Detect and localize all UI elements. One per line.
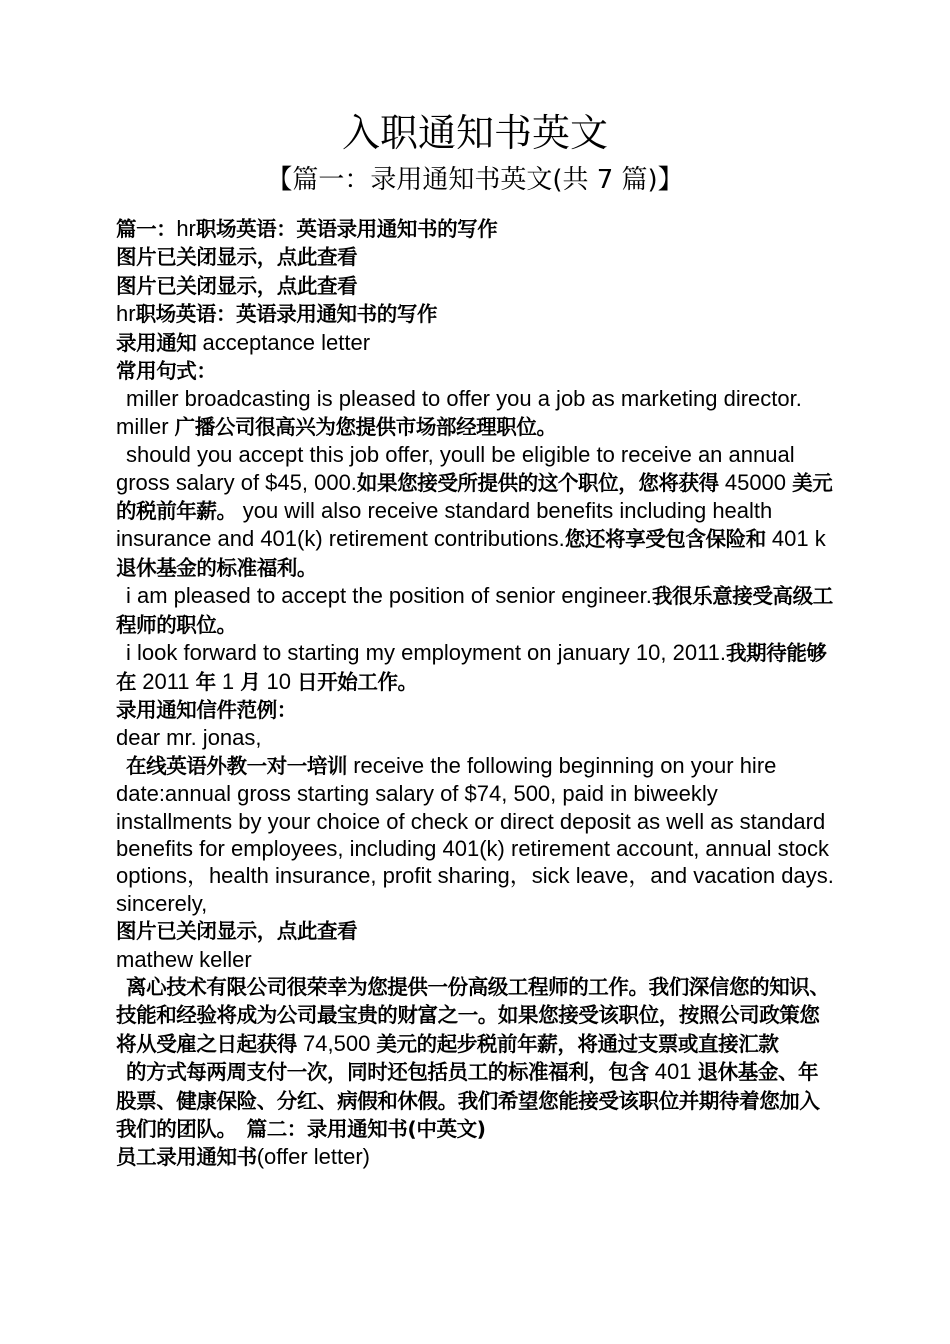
paragraph-miller: miller broadcasting is pleased to offer you a job as marketing director. miller 广播公司很高兴为您提供市场部经理职位。 <box>116 386 802 439</box>
section-heading-2: hr职场英语：英语录用通知书的写作 <box>116 301 438 327</box>
letter-closing: sincerely, <box>116 890 208 916</box>
image-placeholder-2[interactable]: 图片已关闭显示，点此查看 <box>116 273 358 298</box>
letter-signature-name: mathew keller <box>116 946 252 972</box>
document-title: 入职通知书英文 <box>341 111 608 155</box>
letter-salutation: dear mr. jonas, <box>116 725 262 751</box>
acceptance-letter-line: 录用通知 acceptance letter <box>116 329 371 355</box>
offer-letter-heading: 员工录用通知书(offer letter) <box>116 1144 371 1170</box>
paragraph-chinese-offer: 离心技术有限公司很荣幸为您提供一份高级工程师的工作。我们深信您的知识、技能和经验将成为公司最宝贵的财富之一。如果您接受该职位，按照公司政策您将从受雇之日起获得 74,500 美元的起步税前年薪，将通过支票或直接汇款 <box>116 974 830 1056</box>
paragraph-salary: should you accept this job offer, youll be eligible to receive an annual gross salary of $45, 000.如果您接受所提供的这个职位，您将获得 45000 美元的税前年薪。 you will also receive standard benefits including health insurance and 401(k) retirement contributions.您还将享受包含保险和 401 k 退休基金的标准福利。 <box>116 442 833 580</box>
document-subtitle: 【篇一：录用通知书英文(共 7 篇)】 <box>266 165 684 195</box>
paragraph-start-date: i look forward to starting my employment on january 10, 2011.我期待能够在 2011 年 1 月 10 日开始工作。 <box>116 640 827 694</box>
image-placeholder-3[interactable]: 图片已关闭显示，点此查看 <box>116 919 358 944</box>
paragraph-accept-position: i am pleased to accept the position of senior engineer.我很乐意接受高级工程师的职位。 <box>116 583 833 637</box>
paragraph-chinese-benefits: 的方式每两周支付一次，同时还包括员工的标准福利，包含 401 退休基金、年股票、健康保险、分红、病假和休假。我们希望您能接受该职位并期待着您加入我们的团队。 篇二：录用通知书(中英文) <box>116 1059 820 1141</box>
image-placeholder-1[interactable]: 图片已关闭显示，点此查看 <box>116 245 358 270</box>
section-heading-1: 篇一：hr职场英语：英语录用通知书的写作 <box>116 216 498 241</box>
paragraph-offer-details: 在线英语外教一对一培训 receive the following beginning on your hire date:annual gross starting salary of $74, 500, paid in biweekly installments by your choice of check or direct deposit as well as standard benefits for employees, including 401(k) retirement account, annual stock options，health insurance, profit sharing，sick leave，and vacation days. <box>116 752 834 889</box>
letter-example-heading: 录用通知信件范例： <box>116 697 297 722</box>
document-body <box>116 215 838 1172</box>
common-phrases-heading: 常用句式： <box>116 359 217 384</box>
